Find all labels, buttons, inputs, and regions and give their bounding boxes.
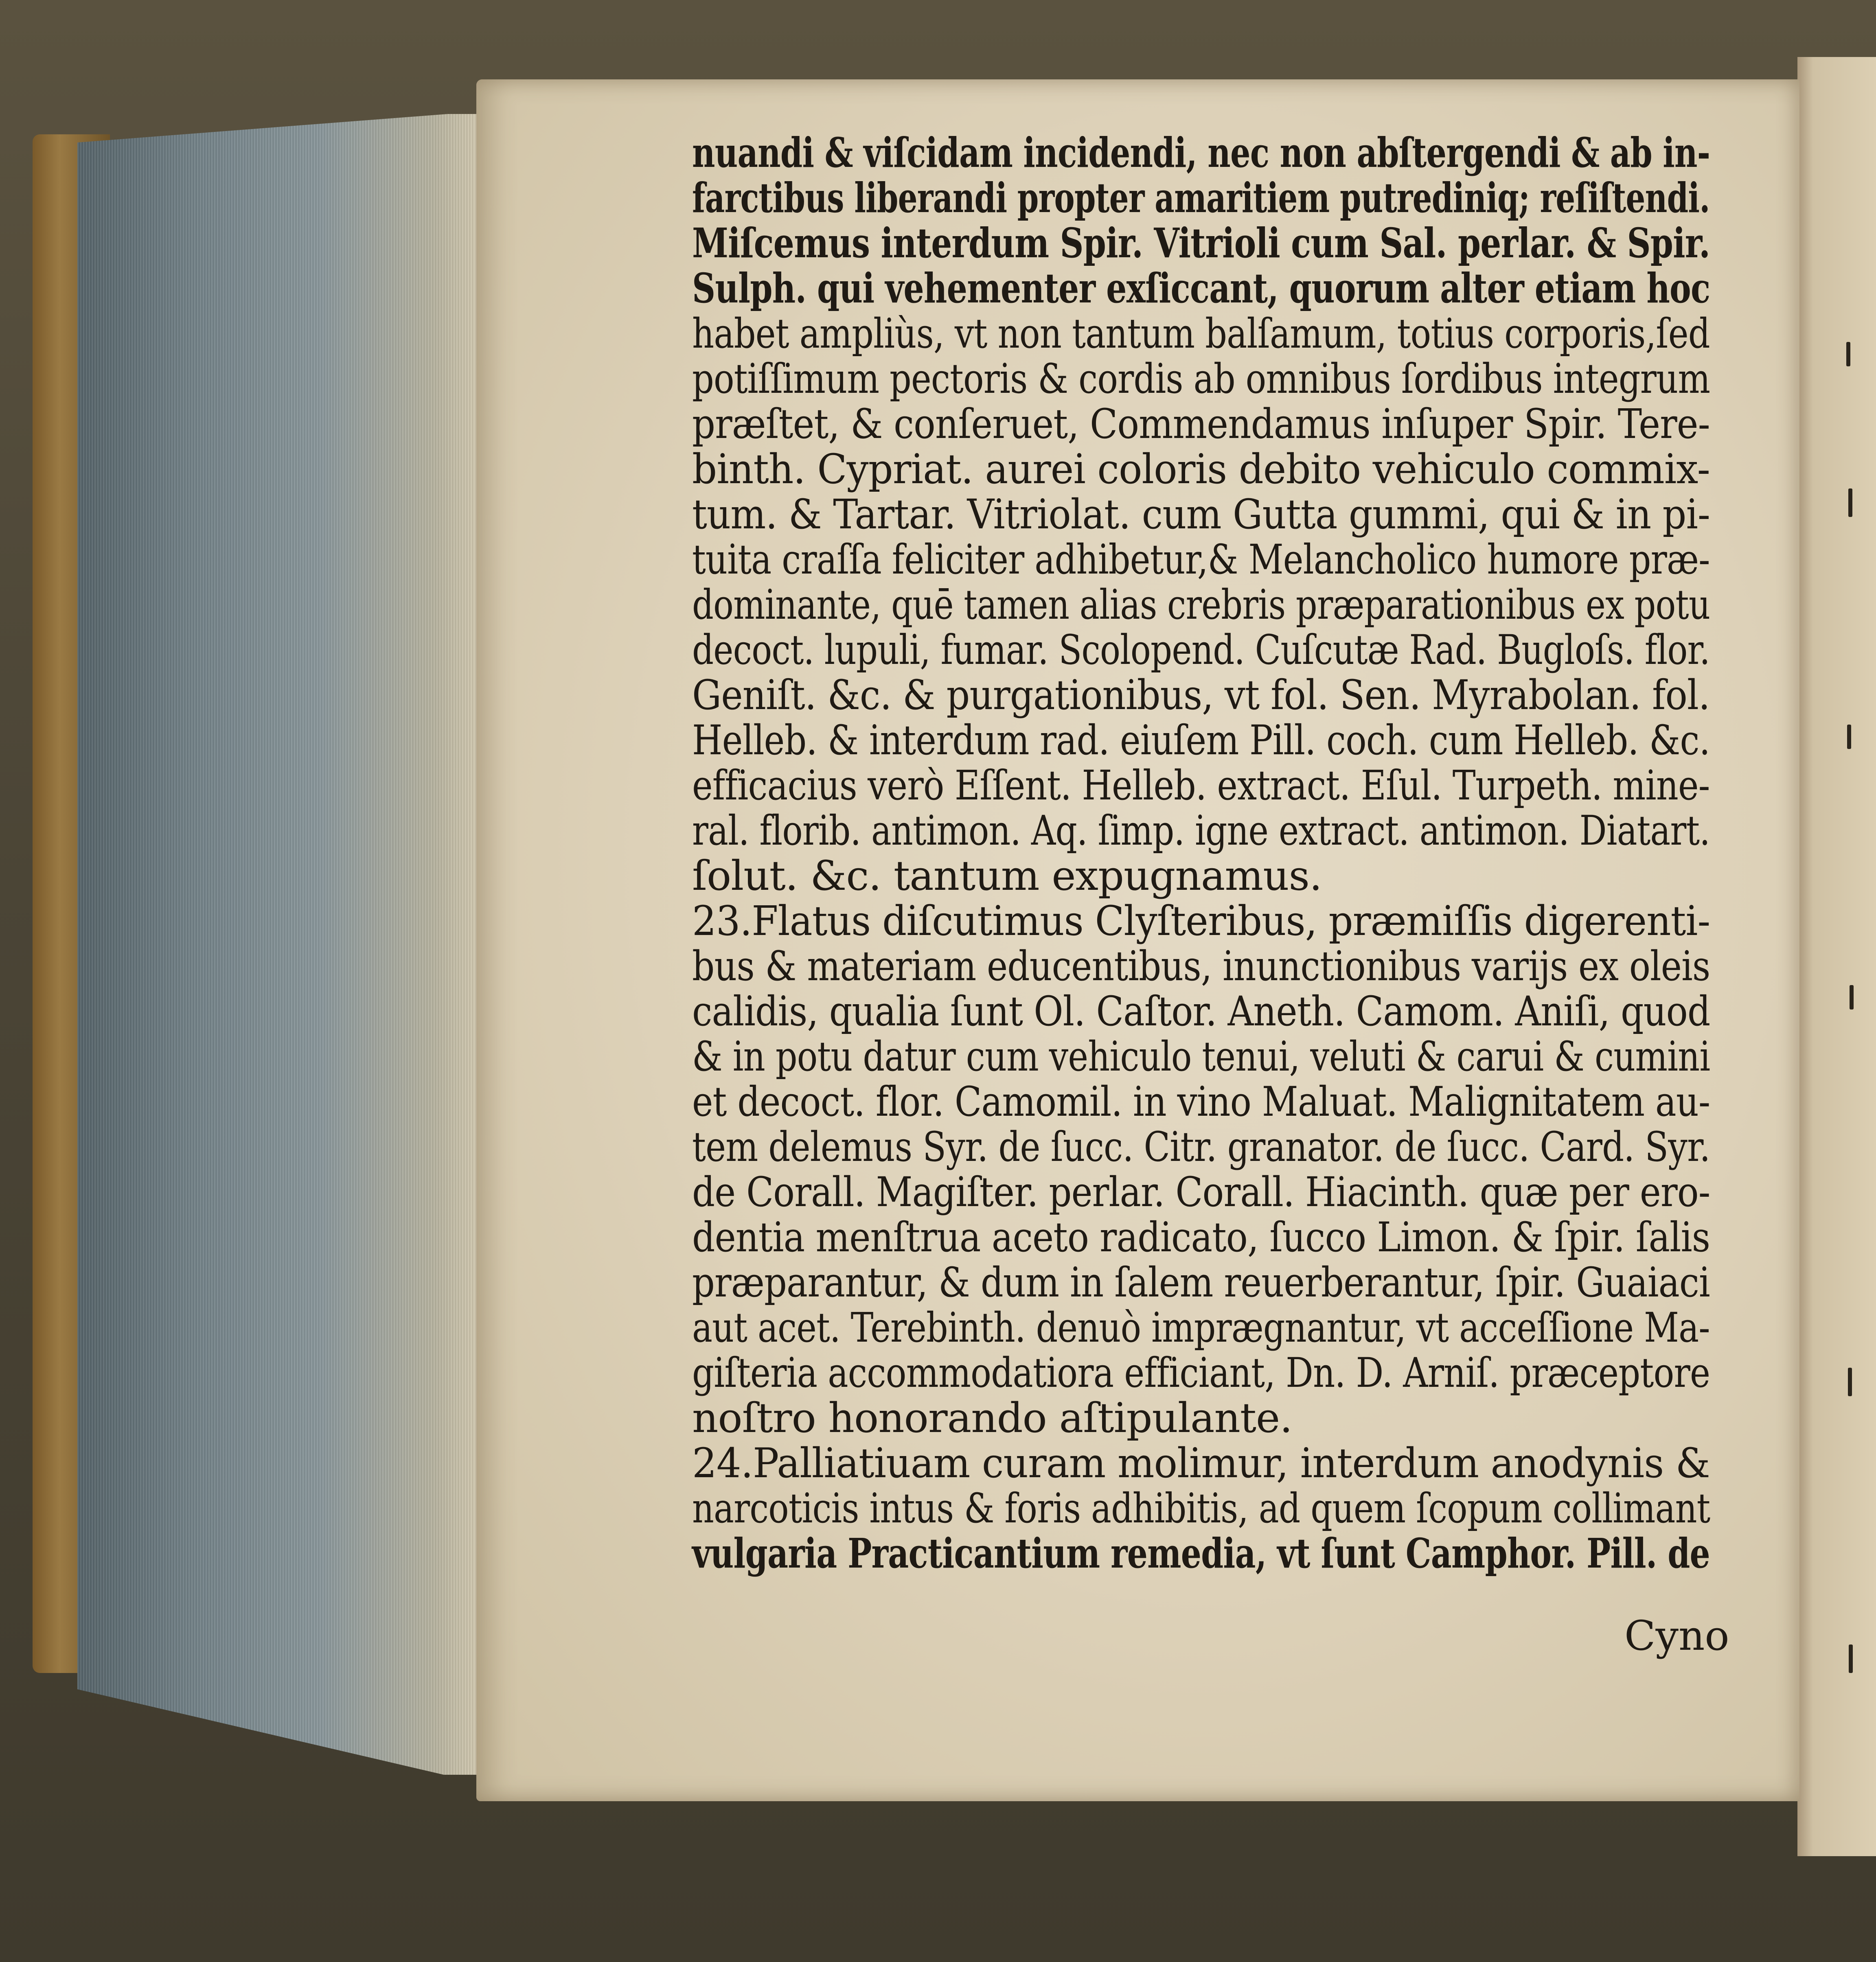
text-line: noſtro honorando aſtipulante. <box>692 1394 1293 1442</box>
text-line: Helleb. & interdum rad. eiuſem Pill. coch. cum Helleb. &c. <box>692 716 1710 764</box>
text-line: potiſſimum pectoris & cordis ab omnibus ſordibus integrum <box>692 355 1710 403</box>
text-line: ſolut. &c. tantum expugnamus. <box>692 852 1322 900</box>
paragraph-23-first-line <box>692 897 1710 945</box>
text-line: præſtet, & conſeruet, Commendamus inſuper Spir. Tere- <box>692 400 1710 448</box>
text-line: decoct. lupuli, fumar. Scolopend. Cuſcutæ Rad. Bugloſs. flor. <box>692 626 1710 674</box>
text-line: Sulph. qui vehementer exſiccant, quorum alter etiam hoc <box>692 264 1710 312</box>
catchword: Cyno <box>1624 1612 1729 1660</box>
text-line: ral. florib. antimon. Aq. ſimp. igne extract. antimon. Diatart. <box>692 807 1710 854</box>
text-line: calidis, qualia ſunt Ol. Caſtor. Aneth. Camom. Aniſi, quod <box>692 988 1710 1035</box>
paragraph-number: 23. <box>692 897 752 945</box>
text-line: Miſcemus interdum Spir. Vitrioli cum Sal. perlar. & Spir. <box>692 219 1710 267</box>
text-line: efficacius verò Eſſent. Helleb. extract. Eſul. Turpeth. mine- <box>692 762 1710 809</box>
facing-page-sliver <box>1797 57 1876 1856</box>
text-line: binth. Cypriat. aurei coloris debito vehiculo commix- <box>692 445 1710 493</box>
page-block-fore-edge <box>77 114 484 1775</box>
text-line: de Corall. Magiſter. perlar. Corall. Hiacinth. quæ per ero- <box>692 1168 1710 1216</box>
paragraph-text: Palliatiuam curam molimur, interdum anodynis & <box>753 1439 1710 1487</box>
paragraph-number: 24. <box>692 1439 753 1487</box>
text-line: tem delemus Syr. de ſucc. Citr. granator. de ſucc. Card. Syr. <box>692 1123 1710 1171</box>
text-line: habet ampliùs, vt non tantum balſamum, totius corporis,ſed <box>692 310 1710 357</box>
text-line: nuandi & viſcidam incidendi, nec non abſtergendi & ab in- <box>692 129 1710 177</box>
text-line: tum. & Tartar. Vitriolat. cum Gutta gummi, qui & in pi- <box>692 490 1710 538</box>
paragraph-24-first-line <box>692 1439 1710 1487</box>
text-line: & in potu datur cum vehiculo tenui, veluti & carui & cumini <box>692 1033 1710 1080</box>
text-line: giſteria accommodatiora efficiant, Dn. D. Arniſ. præceptore <box>692 1349 1710 1397</box>
paragraph-text: Flatus diſcutimus Clyſteribus, præmiſſis digerenti- <box>752 897 1710 945</box>
text-line: dominante, quē tamen alias crebris præparationibus ex potu <box>692 581 1710 628</box>
text-line: dentia menſtrua aceto radicato, ſucco Limon. & ſpir. ſalis <box>692 1213 1710 1261</box>
text-line: narcoticis intus & foris adhibitis, ad quem ſcopum collimant <box>692 1485 1710 1532</box>
text-line: aut acet. Terebinth. denuò imprægnantur, vt acceſſione Ma- <box>692 1304 1710 1351</box>
text-line: bus & materiam educentibus, inunctionibus varijs ex oleis <box>692 942 1710 990</box>
text-line: vulgaria Practicantium remedia, vt ſunt Camphor. Pill. de <box>692 1529 1710 1577</box>
text-line: et decoct. flor. Camomil. in vino Maluat. Malignitatem au- <box>692 1078 1710 1126</box>
page-text <box>692 130 1710 1576</box>
text-line: Geniſt. &c. & purgationibus, vt fol. Sen. Myrabolan. fol. <box>692 671 1710 719</box>
text-line: præparantur, & dum in ſalem reuerberantur, ſpir. Guaiaci <box>692 1259 1710 1306</box>
text-line: tuita craſſa feliciter adhibetur,& Melancholico humore præ- <box>692 536 1710 583</box>
text-line: farctibus liberandi propter amaritiem putrediniq; reſiſtendi. <box>692 174 1710 222</box>
